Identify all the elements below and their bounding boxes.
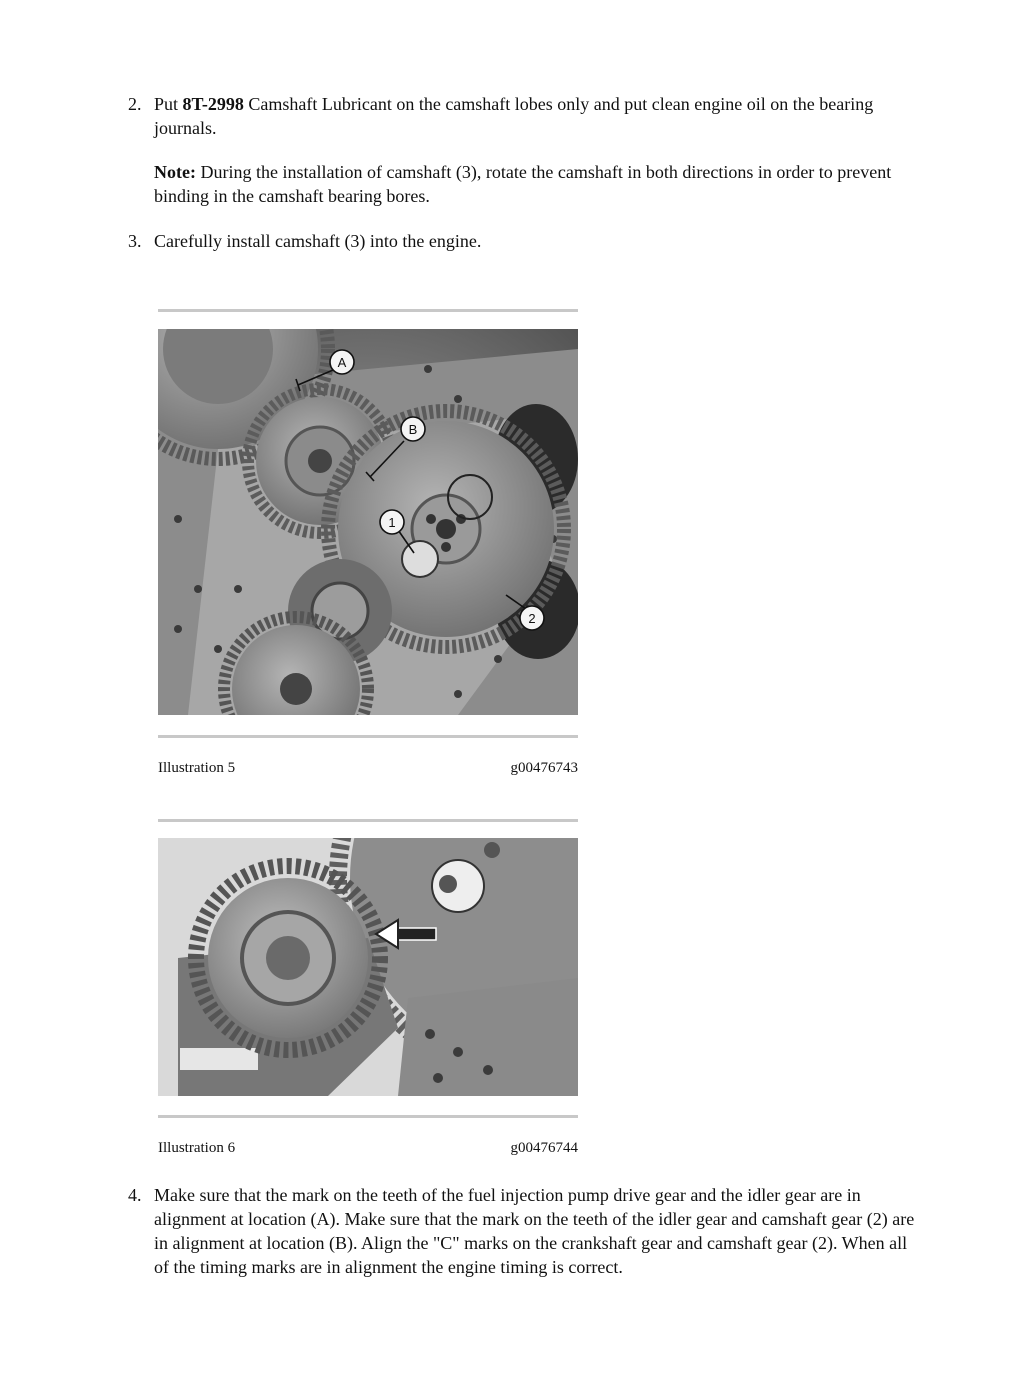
gear-train-photo [158,329,578,715]
illustration-label: Illustration 6 [158,1140,236,1156]
illustration-5-photo [158,329,578,715]
step-number: 2. [128,94,142,114]
callout-1 [380,510,404,534]
step-prefix: Put [154,94,183,114]
callout-b [401,417,425,441]
step-text: Carefully install camshaft (3) into the engine. [154,231,482,251]
timing-mark-photo [158,838,578,1096]
callout-b-label: B [408,422,418,437]
illustration-5 [158,309,578,779]
callout-a [330,350,354,374]
part-number: 8T-2998 [182,94,244,114]
illustration-id: g00476743 [510,760,578,776]
callout-2 [520,606,544,630]
note-text [154,160,924,208]
step-body: Camshaft Lubricant on the camshaft lobes only and put clean engine oil on the bearing journals. [154,94,874,138]
callout-2-label: 2 [528,611,536,626]
figure-bottom-rule [158,1115,578,1118]
step-number: 3. [128,231,142,251]
illustration-6-photo [158,838,578,1096]
callout-1-label: 1 [388,515,396,530]
figure-top-rule [158,309,578,312]
illustration-6 [158,819,578,1159]
step-number: 4. [128,1185,142,1205]
figure-bottom-rule [158,735,578,738]
step-text: Make sure that the mark on the teeth of the fuel injection pump drive gear and the idler gear are in alignment at location (A). Make sure that the mark on the teeth of the idler gear and camshaft gear (2) are in alignment at location (B). Align the "C" marks on the crankshaft gear and camshaft gear (2). When all of the timing marks are in alignment the engine timing is correct. [154,1185,915,1277]
illustration-id: g00476744 [510,1140,578,1156]
step-text [154,92,924,140]
illustration-label: Illustration 5 [158,760,236,776]
note-body: During the installation of camshaft (3), rotate the camshaft in both directions in order to prevent binding in the camshaft bearing bores. [154,162,892,206]
note-label: Note: [154,162,196,182]
figure-top-rule [158,819,578,822]
callout-a-label: A [337,355,347,370]
